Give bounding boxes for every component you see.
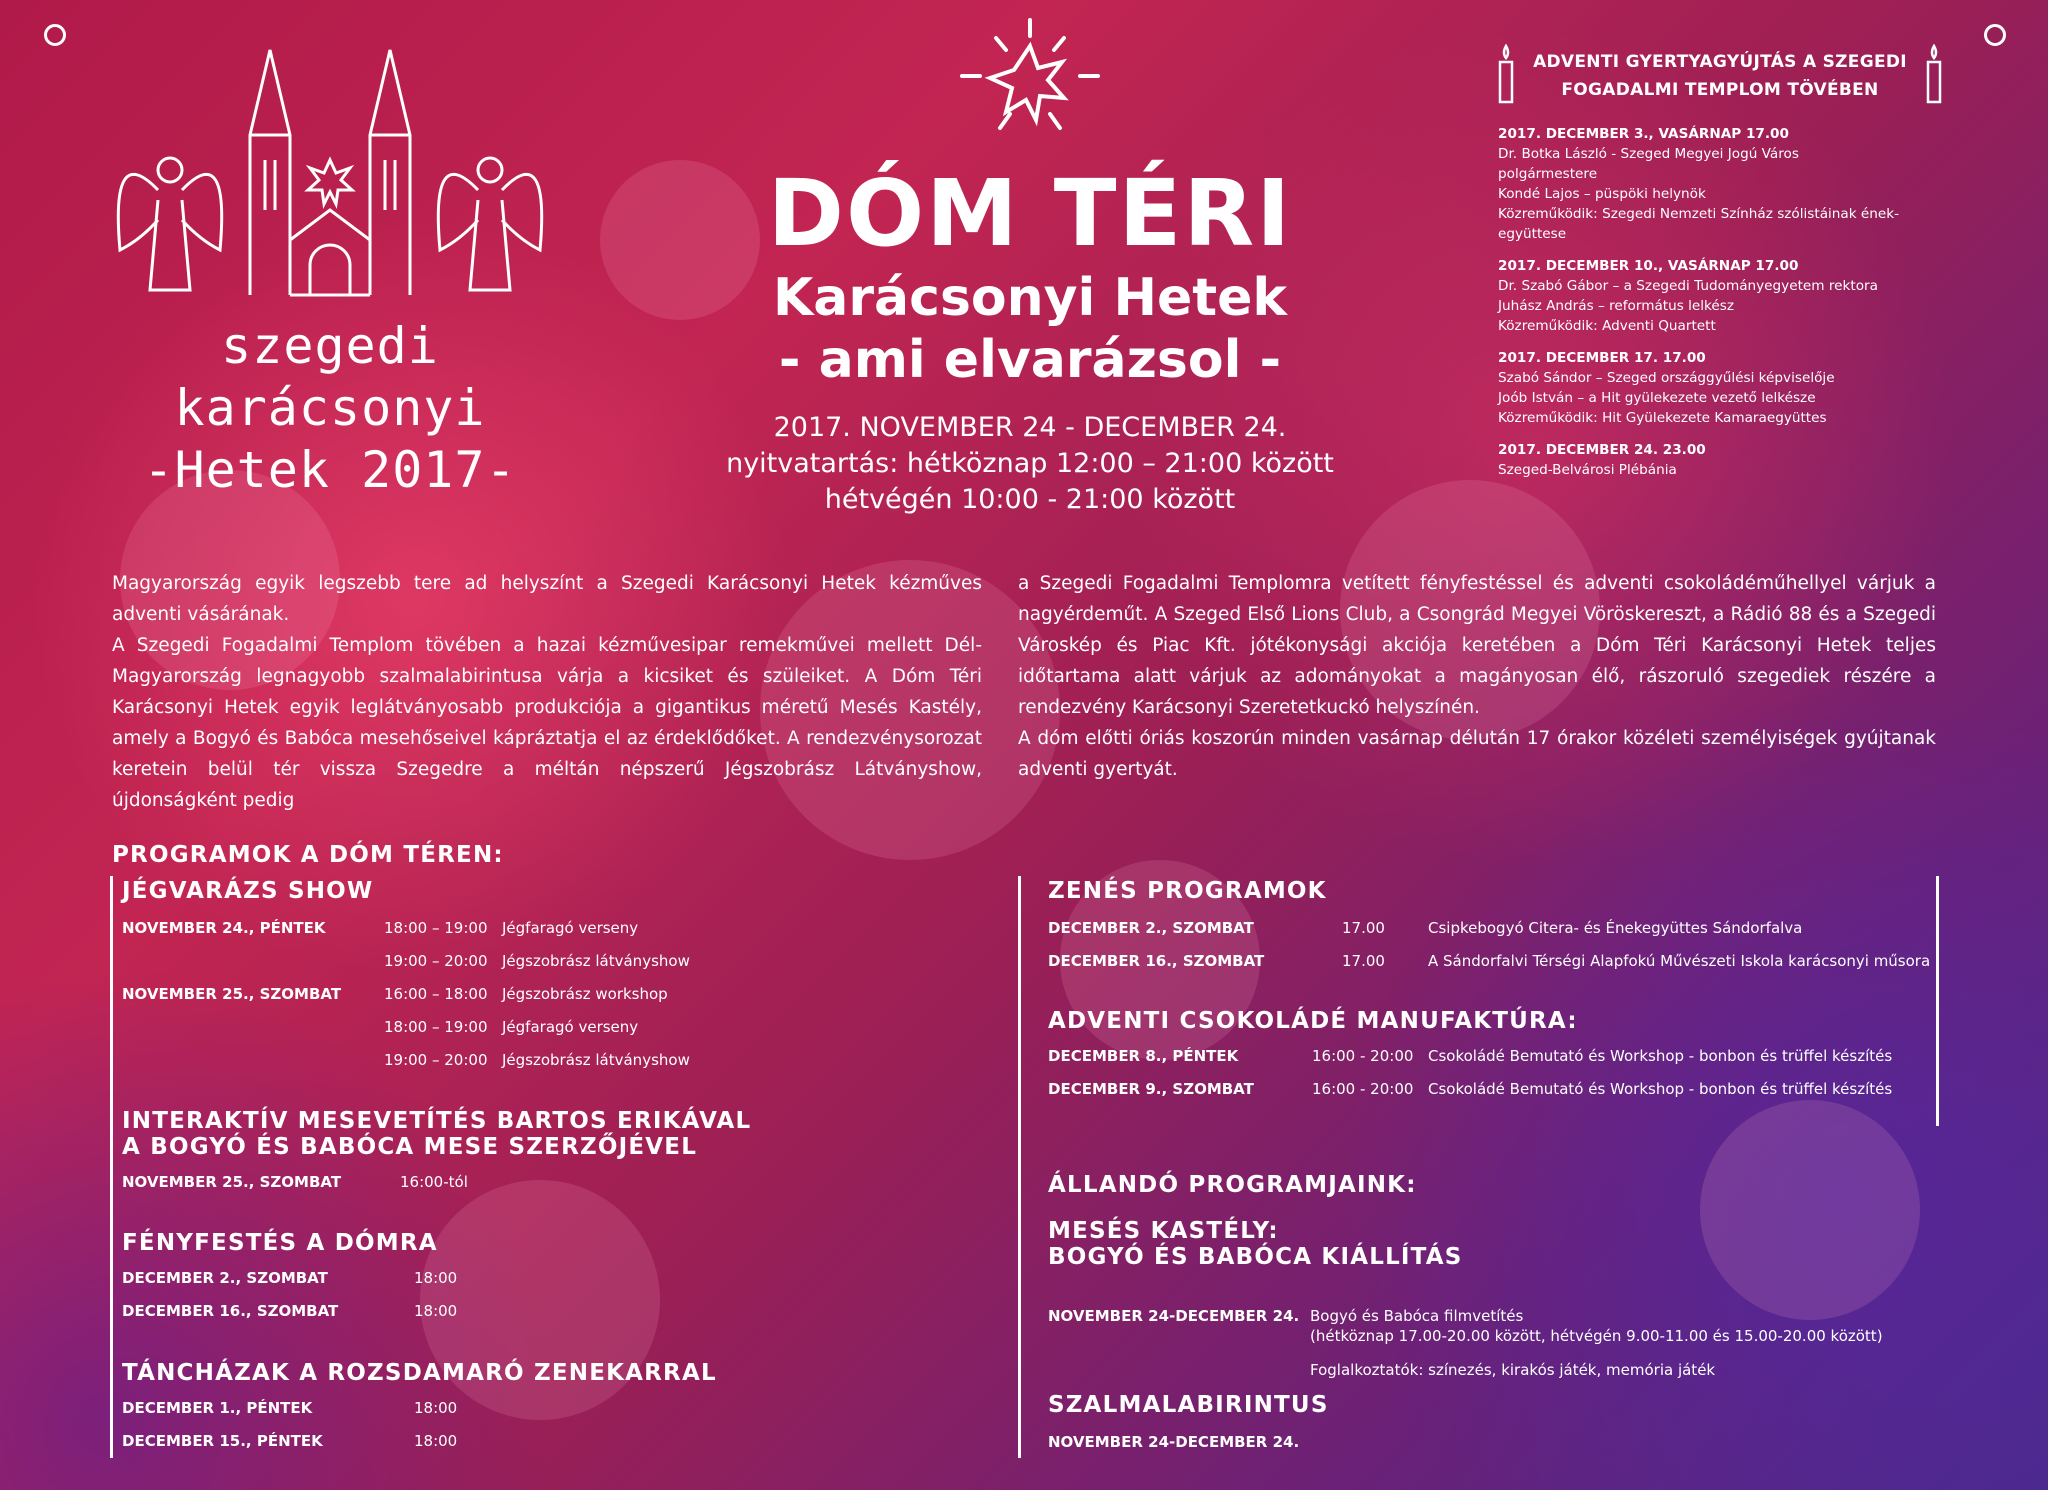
advent-line: Szabó Sándor – Szeged országgyűlési képviselője: [1498, 370, 1835, 386]
advent-line: Dr. Botka László - Szeged Megyei Jogú Város: [1498, 146, 1799, 162]
kastely-title-2: BOGYÓ ÉS BABÓCA KIÁLLÍTÁS: [1048, 1244, 1463, 1270]
labirintus-date: NOVEMBER 24-DECEMBER 24.: [1048, 1433, 1300, 1451]
kastely-title-1: MESÉS KASTÉLY:: [1048, 1218, 1279, 1244]
advent-line: Szeged-Belvárosi Plébánia: [1498, 462, 1677, 478]
labirintus-title: SZALMALABIRINTUS: [1048, 1392, 1329, 1418]
kastely-line-a: Bogyó és Babóca filmvetítés: [1310, 1307, 1524, 1325]
kastely-line-c: Foglalkoztatók: színezés, kirakós játék, memória játék: [1310, 1361, 1716, 1379]
advent-item: [1498, 348, 1958, 428]
event-dates: 2017. NOVEMBER 24 - DECEMBER 24.: [773, 412, 1287, 443]
programs-title: PROGRAMOK A DÓM TÉREN:: [112, 842, 504, 868]
mesevetites-title-2: A BOGYÓ ÉS BABÓCA MESE SZERZŐJÉVEL: [122, 1134, 698, 1160]
intro-paragraph: Magyarország egyik legszebb tere ad helyszínt a Szegedi Karácsonyi Hetek kézműves adventi vásárának.: [112, 573, 982, 625]
intro-paragraph: a Szegedi Fogadalmi Templomra vetített fényfestéssel és adventi csokoládéműhellyel várjuk a nagyérdeműt. A Szeged Első Lions Club, a Csongrád Megyei Vöröskereszt, a Rádió 88 és a Szegedi Városkép és Piac Kft. jótékonysági akciója keretében a Dóm Téri Karácsonyi Hetek teljes időtartama alatt várjuk az adományokat a magányosan élő, rászoruló szegediek részére a rendezvény Karácsonyi Szeretetkuckó helyszínén.: [1018, 573, 1936, 718]
intro-right: [1018, 568, 1936, 785]
csoki-title: ADVENTI CSOKOLÁDÉ MANUFAKTÚRA:: [1048, 1008, 1578, 1034]
advent-line: Közreműködik: Adventi Quartett: [1498, 318, 1716, 334]
advent-date: 2017. DECEMBER 3., VASÁRNAP 17.00: [1498, 126, 1789, 142]
advent-list: [1498, 124, 1958, 480]
advent-title-line1: ADVENTI GYERTYAGYÚJTÁS A SZEGEDI: [1533, 52, 1907, 72]
advent-line: Kondé Lajos – püspöki helynök: [1498, 186, 1706, 202]
hours-weekend: hétvégén 10:00 - 21:00 között: [824, 484, 1236, 515]
allando-title: ÁLLANDÓ PROGRAMJAINK:: [1048, 1172, 1417, 1198]
cathedral-angels-icon: [100, 40, 560, 310]
jegvarazs-title: JÉGVARÁZS SHOW: [122, 878, 374, 904]
logo: [100, 40, 560, 499]
zenes-title: ZENÉS PROGRAMOK: [1048, 878, 1327, 904]
advent-line: Közreműködik: Hit Gyülekezete Kamaraegyüttes: [1498, 410, 1827, 426]
advent-line: Joób István – a Hit gyülekezete vezető lelkésze: [1498, 390, 1816, 406]
advent-line: Közreműködik: Szegedi Nemzeti Színház szólistáinak ének-: [1498, 206, 1900, 222]
advent-title-line2: FOGADALMI TEMPLOM TÖVÉBEN: [1561, 80, 1879, 100]
advent-line: Dr. Szabó Gábor – a Szegedi Tudományegyetem rektora: [1498, 278, 1878, 294]
page-subtitle: Karácsonyi Hetek: [773, 268, 1287, 328]
corner-ring-icon: [44, 24, 66, 46]
star-icon: [950, 16, 1110, 136]
advent-item: [1498, 124, 1958, 244]
advent-date: 2017. DECEMBER 24. 23.00: [1498, 442, 1706, 458]
corner-ring-icon: [1984, 24, 2006, 46]
hours-weekday: nyitvatartás: hétköznap 12:00 – 21:00 között: [726, 448, 1334, 479]
advent-line: együttese: [1498, 226, 1567, 242]
kastely-line-b: (hétköznap 17.00-20.00 között, hétvégén 9.00-11.00 és 15.00-20.00 között): [1310, 1327, 1883, 1345]
logo-line2: -Hetek 2017-: [143, 441, 517, 499]
intro-left: [112, 568, 982, 816]
candle-icon: [1922, 44, 1946, 104]
tanchaz-title: TÁNCHÁZAK A ROZSDAMARÓ ZENEKARRAL: [122, 1360, 717, 1386]
mesevetites-title-1: INTERAKTÍV MESEVETÍTÉS BARTOS ERIKÁVAL: [122, 1108, 752, 1134]
page-tagline: - ami elvarázsol -: [778, 330, 1282, 390]
page-title: DÓM TÉRI: [767, 160, 1293, 267]
intro-paragraph: A dóm előtti óriás koszorún minden vasárnap délután 17 órakor közéleti személyiségek gyújtanak adventi gyertyát.: [1018, 728, 1936, 780]
advent-item: [1498, 256, 1958, 336]
logo-line1: szegedi karácsonyi: [174, 317, 486, 437]
candle-icon: [1494, 44, 1518, 104]
intro-paragraph: A Szegedi Fogadalmi Templom tövében a hazai kézművesipar remekművei mellett Dél-Magyarország legnagyobb szalmalabirintusa várja a kicsiket és szüleiket. A Dóm Téri Karácsonyi Hetek egyik leglátványosabb produkciója a gigantikus méretű Mesés Kastély, amely a Bogyó és Babóca mesehőseivel kápráztatja el az érdeklődőket. A rendezvénysorozat keretein belül tér vissza Szegedre a méltán népszerű Jégszobrász Látványshow, újdonságként pedig: [112, 635, 982, 811]
advent-line: Juhász András – református lelkész: [1498, 298, 1735, 314]
advent-item: [1498, 440, 1958, 480]
advent-date: 2017. DECEMBER 17. 17.00: [1498, 350, 1706, 366]
fenyfestes-title: FÉNYFESTÉS A DÓMRA: [122, 1230, 438, 1256]
advent-line: polgármestere: [1498, 166, 1598, 182]
kastely-date: NOVEMBER 24-DECEMBER 24.: [1048, 1307, 1300, 1325]
advent-date: 2017. DECEMBER 10., VASÁRNAP 17.00: [1498, 258, 1799, 274]
